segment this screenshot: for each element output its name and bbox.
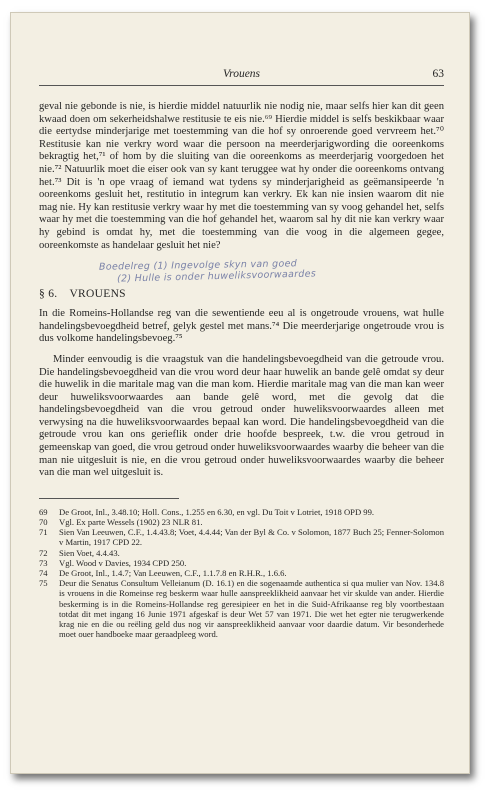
annotation-line-2: (2) Hulle is onder huweliksvoorwaardes [116,268,317,285]
running-header [39,65,444,86]
paragraph-married-women: Minder eenvoudig is die vraagstuk van die handelingsbevoegdheid van die getroude vrou. Die handelingsbevoegdheid van die vrou word deur haar huwelik an bande gelê omdat sy deur die huwelik in die maritale mag van die man kom. Hierdie maritale mag van die man kan weer deur huweliksvoorwaardes aan bande gelê word, met die gevolg dat die handelingsbevoegdheid van die vrou getroud onder huweliksvoorwaardes alleen met verwysing na die huweliksvoorwaardes bepaal kan word. Die handelingsbevoegdheid van die getroude vrou kan ons gerieflik onder drie hoofde bespreek, t.w. die vrou getroud in gemeenskap van goed, die vrou getroud onder huweliksvoorwaardes waarby die beheer van die man nie uitgesluit is nie, en die vrou getroud onder huweliksvoorwaardes waarby die beheer van die man wel uitgesluit is. [39,353,444,479]
footnote: 70 Vgl. Ex parte Wessels (1902) 23 NLR 81. [39,517,203,528]
paragraph-restitution: geval nie gebonde is nie, is hierdie middel natuurlik nie nodig nie, maar selfs hier kan dit geen kwaad doen om sekerheidshalwe restitusie te eis nie.⁶⁹ Hierdie middel is selfs beskikbaar waar die eertydse minderjarige met toestemming van die hof sy onroerende goed vervreem het.⁷⁰ Restitusie kan nie verkry word waar die persoon na meerderjarigwording die ooreenkoms bekragtig het,⁷¹ of hom by die sluiting van die ooreenkoms as meerderjarig voorgedoen het nie.⁷² Natuurlik moet die eiser ook van sy kant teruggee wat hy onder die ooreenkoms ontvang het.⁷³ Dit is 'n ope vraag of iemand wat tydens sy minderjarigheid as geëmansipeerde 'n ooreenkoms gesluit het, restitutio in integrum kan verkry. Ek kan nie insien waarom dit nie mag nie. Hy kan restitusie verkry waar hy met die toestemming van sy voog gehandel het, selfs waar hy met die toestemming van die hof gehandel het, waarom sal hy dit nie kan verkry waar hy gebind is omdat hy, met die toestemming van die voog in die algemeen gegee, ooreenkomste as handelaar gesluit het nie? [39,101,444,251]
footnote: 71 Sien Van Leeuwen, C.F., 1.4.43.8; Voet, 4.4.44; Van der Byl & Co. v Solomon, 1877 Buch 25; Fenner-Solomon v Martin, 1917 CPD 22. [39,527,444,548]
handwritten-annotation [39,260,444,284]
footnote: 72 Sien Voet, 4.4.43. [39,547,120,558]
section-title: VROUENS [69,288,126,301]
page-content [39,13,444,639]
book-page [10,12,470,774]
footnote: 69 De Groot, Inl., 3.48.10; Holl. Cons., 1.255 en 6.30, en vgl. Du Toit v Lotriet, 1918 OPD 99. [39,506,375,517]
section-heading [39,288,444,300]
footnote: 74 De Groot, Inl., 1.4.7; Van Leeuwen, C.F., 1.1.7.8 en R.H.R., 1.6.6. [39,568,287,579]
page-number: 63 [432,68,444,80]
footnote-rule [39,498,179,499]
footnote: 75 Deur die Senatus Consultum Velleianum (D. 16.1) en die sogenaamde authentica si qua mulier van Nov. 134.8 is vrouens in die Romeinse reg beskerm waar hulle aanspreeklikheid aanvaar het vir skulde van ander. Hierdie beskerming is in die Romeins-Hollandse reg geresipieer en het in die Suid-Afrikaanse reg bly voortbestaan totdat dit met ingang 16 Junie 1971 afgeskaf is deur Wet 57 van 1971. Die wet het egter nie terugwerkende krag nie en die ou reëling geld dus nog vir aanspreeklikheid aanvaar voor daardie datum. Vir besonderhede moet ouer handboeke maar geraadpleeg word. [39,578,444,640]
section-number: § 6. [39,288,58,301]
paragraph-unmarried-women: In die Romeins-Hollandse reg van die sewentiende eeu al is ongetroude vrouens, wat hulle handelingsbevoegdheid betref, gelyk gestel met mans.⁷⁴ Die meerderjarige ongetroude vrou is dus volkome handelingsbevoeg.⁷⁵ [39,308,444,345]
footnote: 73 Vgl. Wood v Davies, 1934 CPD 250. [39,557,187,568]
annotation-line-1: Boedelreg (1) Ingevolge skyn van goed [98,258,298,273]
running-title: Vrouens [222,68,261,80]
footnotes [39,507,444,640]
